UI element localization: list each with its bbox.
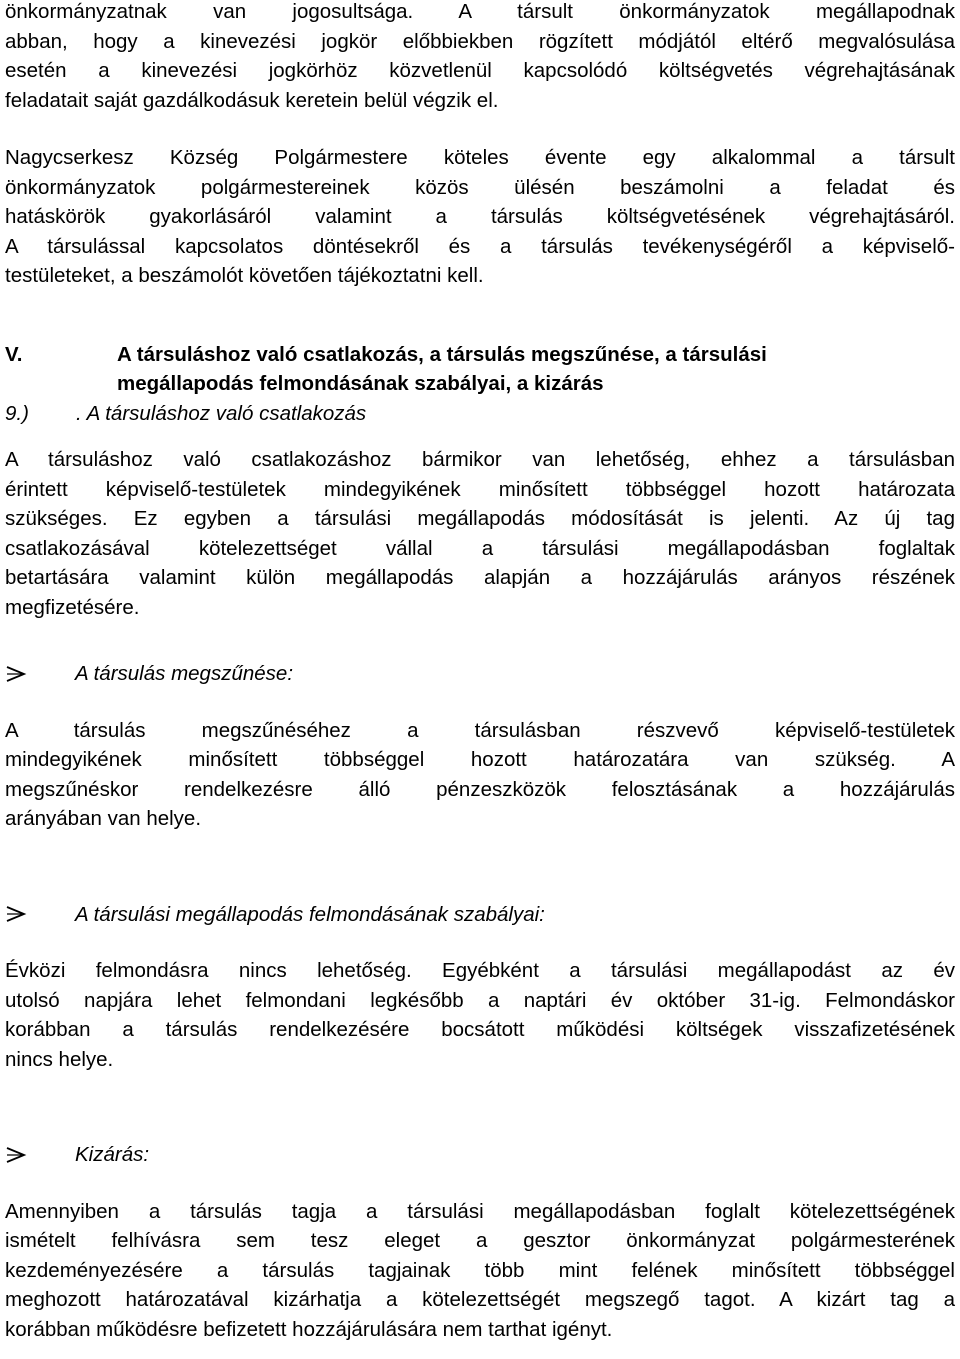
text-line: esetén a kinevezési jogkörhöz közvetlenül kapcsolódó költségvetés végrehajtásának (5, 59, 955, 82)
paragraph-exclusion (5, 1197, 955, 1345)
bullet-heading-text: A társulási megállapodás felmondásának szabályai: (75, 902, 545, 926)
text-line: A társulás megszűnéséhez a társulásban részvevő képviselő-testületek (5, 718, 955, 742)
text-line: hatáskörök gyakorlásáról valamint a társulás költségvetésének végrehajtásáról. (5, 205, 955, 228)
paragraph-dissolution (5, 716, 955, 834)
text-line: korábban működésre befizetett hozzájárulására nem tarthat igényt. (5, 1317, 613, 1341)
section-number: V. (5, 342, 23, 366)
arrow-bullet-icon (5, 905, 75, 923)
text-line: csatlakozásával kötelezettséget vállal a társulási megállapodásban foglaltak (5, 536, 955, 560)
paragraph-appointment-rights (5, 0, 955, 115)
text-line: abban, hogy a kinevezési jogkör előbbiekben rögzített módjától eltérő megvalósulása (5, 29, 955, 53)
text-line: arányában van helye. (5, 807, 202, 830)
bullet-heading-text: A társulás megszűnése: (75, 662, 294, 685)
text-line: mindegyikének minősített többséggel hozott határozatára van szükség. A (5, 748, 955, 771)
arrow-bullet-icon (5, 665, 75, 683)
text-line: megfizetésére. (5, 595, 140, 619)
bullet-heading-text: Kizárás: (75, 1143, 150, 1166)
text-line: A társuláshoz való csatlakozáshoz bármikor van lehetőség, ehhez a társulásban (5, 448, 955, 471)
text-line: önkormányzatok polgármestereinek közös ülésén beszámolni a feladat és (5, 175, 955, 199)
document-page (5, 0, 955, 1344)
text-line: Amennyiben a társulás tagja a társulási megállapodásban foglalt kötelezettségének (5, 1199, 955, 1223)
text-line: A társulással kapcsolatos döntésekről és a társulás tevékenységéről a képviselő- (5, 234, 955, 258)
bullet-heading-exclusion (5, 1140, 955, 1170)
section-title: A társuláshoz való csatlakozás, a társulás megszűnése, a társulási megállapodás felmondásának szabályai, a kizárás (117, 342, 767, 395)
subheading-number: 9.) (5, 401, 29, 425)
text-line: betartására valamint külön megállapodás alapján a hozzájárulás arányos részének (5, 566, 955, 589)
text-line: Nagycserkesz Község Polgármestere köteles évente egy alkalommal a társult (5, 146, 955, 169)
text-line: utolsó napjára lehet felmondani legkésőbb a naptári év október 31-ig. Felmondáskor (5, 988, 955, 1012)
subheading-joining (5, 399, 955, 429)
bullet-heading-dissolution (5, 659, 955, 689)
text-line: korábban a társulás rendelkezésére bocsátott működési költségek visszafizetésének (5, 1018, 955, 1041)
text-line: szükséges. Ez egyben a társulási megállapodás módosítását is jelenti. Az új tag (5, 507, 955, 530)
subheading-title: . A társuláshoz való csatlakozás (76, 401, 367, 425)
paragraph-joining (5, 445, 955, 622)
text-line: önkormányzatnak van jogosultsága. A társult önkormányzatok megállapodnak (5, 0, 955, 23)
text-line: érintett képviselő-testületek mindegyikének minősített többséggel hozott határozata (5, 477, 955, 501)
text-line: nincs helye. (5, 1047, 114, 1071)
text-line: ismételt felhívásra sem tesz eleget a gesztor önkormányzat polgármesterének (5, 1229, 955, 1252)
text-line: Évközi felmondásra nincs lehetőség. Egyébként a társulási megállapodást az év (5, 959, 955, 982)
arrow-bullet-icon (5, 1146, 75, 1164)
paragraph-mayor-report (5, 143, 955, 291)
bullet-heading-termination-rules (5, 900, 955, 930)
text-line: testületeket, a beszámolót követően tájékoztatni kell. (5, 264, 484, 287)
text-line: kezdeményezésére a társulás tagjainak több mint felének minősített többséggel (5, 1258, 955, 1282)
paragraph-termination (5, 956, 955, 1074)
text-line: feladatait saját gazdálkodásuk keretein belül végzik el. (5, 88, 499, 112)
section-heading (5, 340, 955, 399)
text-line: meghozott határozatával kizárhatja a kötelezettségét megszegő tagot. A kizárt tag a (5, 1288, 955, 1311)
text-line: megszűnéskor rendelkezésre álló pénzeszközök felosztásának a hozzájárulás (5, 777, 955, 801)
